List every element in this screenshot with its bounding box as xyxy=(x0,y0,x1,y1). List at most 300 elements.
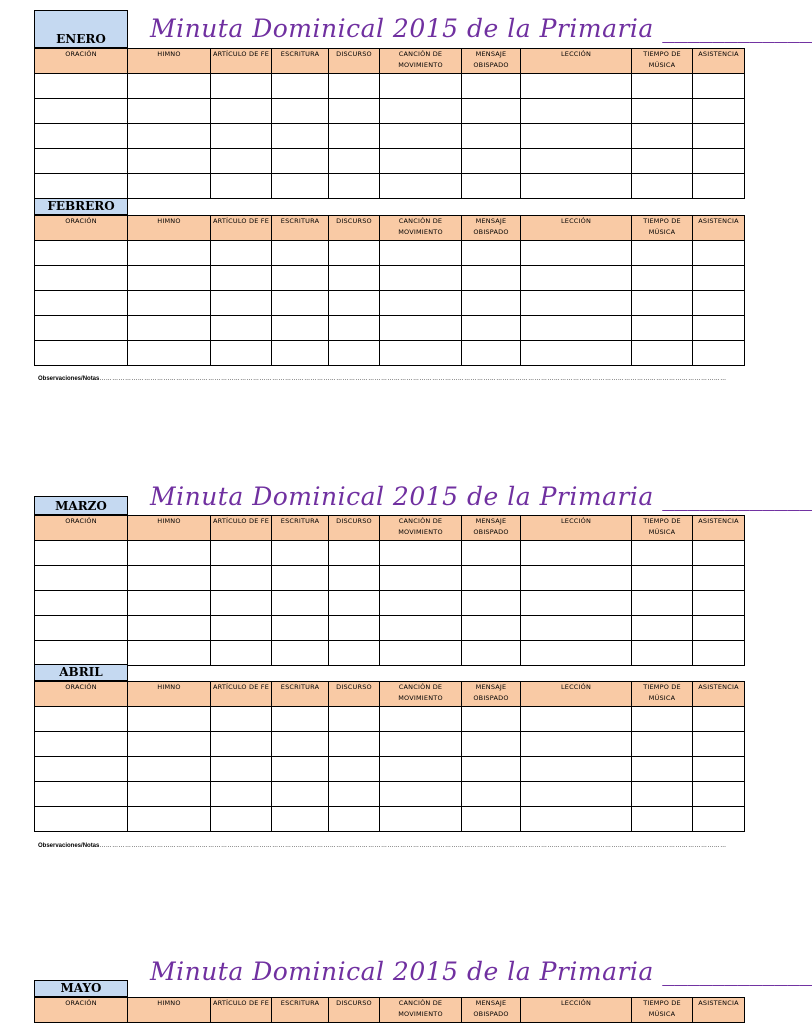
table-cell[interactable] xyxy=(521,541,632,566)
table-cell[interactable] xyxy=(272,757,329,782)
table-cell[interactable] xyxy=(329,641,380,666)
table-cell[interactable] xyxy=(211,99,272,124)
table-cell[interactable] xyxy=(211,591,272,616)
table-cell[interactable] xyxy=(521,174,632,199)
table-cell[interactable] xyxy=(211,291,272,316)
table-cell[interactable] xyxy=(632,74,693,99)
table-cell[interactable] xyxy=(380,241,462,266)
table-cell[interactable] xyxy=(462,124,521,149)
table-cell[interactable] xyxy=(329,807,380,832)
table-cell[interactable] xyxy=(211,707,272,732)
table-cell[interactable] xyxy=(462,74,521,99)
table-cell[interactable] xyxy=(693,616,745,641)
table-cell[interactable] xyxy=(632,757,693,782)
table-cell[interactable] xyxy=(462,707,521,732)
table-cell[interactable] xyxy=(272,174,329,199)
table-cell[interactable] xyxy=(211,341,272,366)
table-cell[interactable] xyxy=(462,266,521,291)
table-row xyxy=(35,732,745,757)
table-cell[interactable] xyxy=(128,241,211,266)
table-cell[interactable] xyxy=(272,266,329,291)
table-row xyxy=(35,99,745,124)
page-title-blank: ____________ xyxy=(662,14,812,43)
column-header: ESCRITURA xyxy=(272,516,329,541)
table-cell[interactable] xyxy=(128,341,211,366)
notes-label: Observaciones/Notas xyxy=(38,376,100,382)
table-cell[interactable] xyxy=(521,124,632,149)
table-cell[interactable] xyxy=(521,757,632,782)
table-cell[interactable] xyxy=(128,641,211,666)
table-cell[interactable] xyxy=(380,266,462,291)
table-cell[interactable] xyxy=(380,707,462,732)
table-cell[interactable] xyxy=(329,241,380,266)
table-cell[interactable] xyxy=(462,757,521,782)
table-cell[interactable] xyxy=(380,149,462,174)
table-row xyxy=(35,591,745,616)
table-cell[interactable] xyxy=(128,616,211,641)
table-cell[interactable] xyxy=(462,807,521,832)
table-cell[interactable] xyxy=(272,149,329,174)
table-cell[interactable] xyxy=(380,174,462,199)
table-cell[interactable] xyxy=(329,782,380,807)
column-header: ARTÍCULO DE FE xyxy=(211,998,272,1023)
table-cell[interactable] xyxy=(329,124,380,149)
table-cell[interactable] xyxy=(35,782,128,807)
notes-dots: …………………………………………………………………………………………………………………………………………………………………………………………………………………………………………………………………… xyxy=(99,376,727,382)
page-title-text: Minuta Dominical 2015 de la Primaria xyxy=(150,482,654,511)
column-header: TIEMPO DE MÚSICA xyxy=(632,998,693,1023)
table-cell[interactable] xyxy=(462,291,521,316)
column-header: ESCRITURA xyxy=(272,998,329,1023)
table-cell[interactable] xyxy=(211,616,272,641)
table-cell[interactable] xyxy=(272,732,329,757)
column-header: DISCURSO xyxy=(329,682,380,707)
table-cell[interactable] xyxy=(693,641,745,666)
table-cell[interactable] xyxy=(521,566,632,591)
table-row xyxy=(35,616,745,641)
column-header: DISCURSO xyxy=(329,216,380,241)
table-cell[interactable] xyxy=(380,74,462,99)
table-cell[interactable] xyxy=(693,241,745,266)
table-cell[interactable] xyxy=(35,757,128,782)
page-title-blank: ____________ xyxy=(662,482,812,511)
column-header: HIMNO xyxy=(128,998,211,1023)
table-cell[interactable] xyxy=(693,732,745,757)
table-cell[interactable] xyxy=(272,99,329,124)
column-header: ASISTENCIA xyxy=(693,516,745,541)
table-cell[interactable] xyxy=(35,124,128,149)
table-row xyxy=(35,149,745,174)
column-header: MENSAJE OBISPADO xyxy=(462,516,521,541)
table-cell[interactable] xyxy=(211,732,272,757)
table-cell[interactable] xyxy=(521,616,632,641)
table-cell[interactable] xyxy=(632,616,693,641)
table-cell[interactable] xyxy=(462,641,521,666)
table-cell[interactable] xyxy=(693,541,745,566)
column-header: DISCURSO xyxy=(329,998,380,1023)
table-cell[interactable] xyxy=(693,566,745,591)
table-cell[interactable] xyxy=(35,74,128,99)
table-row xyxy=(35,782,745,807)
table-cell[interactable] xyxy=(35,341,128,366)
table-cell[interactable] xyxy=(380,757,462,782)
table-cell[interactable] xyxy=(35,732,128,757)
table-row xyxy=(35,807,745,832)
table-cell[interactable] xyxy=(272,707,329,732)
notes-dots: …………………………………………………………………………………………………………………………………………………………………………………………………………………………………………………………………… xyxy=(99,843,727,849)
table-cell[interactable] xyxy=(521,732,632,757)
column-header: ARTÍCULO DE FE xyxy=(211,216,272,241)
table-cell[interactable] xyxy=(329,707,380,732)
table-cell[interactable] xyxy=(632,124,693,149)
table-cell[interactable] xyxy=(329,566,380,591)
column-header: MENSAJE OBISPADO xyxy=(462,216,521,241)
table-cell[interactable] xyxy=(272,341,329,366)
table-cell[interactable] xyxy=(272,74,329,99)
notes-label: Observaciones/Notas xyxy=(38,843,100,849)
table-cell[interactable] xyxy=(329,732,380,757)
table-cell[interactable] xyxy=(211,641,272,666)
minutes-table-marzo xyxy=(34,515,745,666)
column-header: ARTÍCULO DE FE xyxy=(211,516,272,541)
column-header: ORACIÓN xyxy=(35,49,128,74)
table-cell[interactable] xyxy=(693,74,745,99)
table-cell[interactable] xyxy=(521,591,632,616)
table-cell[interactable] xyxy=(329,541,380,566)
table-cell[interactable] xyxy=(272,782,329,807)
table-cell[interactable] xyxy=(632,707,693,732)
table-cell[interactable] xyxy=(329,316,380,341)
table-row xyxy=(35,341,745,366)
column-header: CANCIÓN DE MOVIMIENTO xyxy=(380,516,462,541)
column-header: ORACIÓN xyxy=(35,216,128,241)
table-cell[interactable] xyxy=(272,241,329,266)
table-cell[interactable] xyxy=(329,99,380,124)
table-cell[interactable] xyxy=(211,124,272,149)
table-cell[interactable] xyxy=(211,757,272,782)
table-cell[interactable] xyxy=(35,99,128,124)
table-cell[interactable] xyxy=(35,266,128,291)
table-cell[interactable] xyxy=(329,591,380,616)
table-header-row xyxy=(35,682,745,707)
table-cell[interactable] xyxy=(380,341,462,366)
table-cell[interactable] xyxy=(462,616,521,641)
table-row xyxy=(35,266,745,291)
table-header-row xyxy=(35,516,745,541)
table-cell[interactable] xyxy=(462,566,521,591)
table-cell[interactable] xyxy=(632,266,693,291)
table-cell[interactable] xyxy=(329,174,380,199)
table-cell[interactable] xyxy=(272,591,329,616)
table-cell[interactable] xyxy=(329,74,380,99)
table-row xyxy=(35,74,745,99)
table-cell[interactable] xyxy=(35,541,128,566)
column-header: LECCIÓN xyxy=(521,998,632,1023)
table-cell[interactable] xyxy=(272,541,329,566)
table-cell[interactable] xyxy=(693,149,745,174)
column-header: LECCIÓN xyxy=(521,682,632,707)
column-header: HIMNO xyxy=(128,216,211,241)
table-row xyxy=(35,124,745,149)
table-cell[interactable] xyxy=(693,266,745,291)
table-cell[interactable] xyxy=(462,732,521,757)
table-header-row xyxy=(35,49,745,74)
table-cell[interactable] xyxy=(128,732,211,757)
table-cell[interactable] xyxy=(632,732,693,757)
month-label-mayo: MAYO xyxy=(34,980,128,997)
table-row xyxy=(35,241,745,266)
table-cell[interactable] xyxy=(521,707,632,732)
column-header: CANCIÓN DE MOVIMIENTO xyxy=(380,216,462,241)
table-cell[interactable] xyxy=(128,149,211,174)
table-cell[interactable] xyxy=(35,566,128,591)
table-cell[interactable] xyxy=(128,74,211,99)
table-cell[interactable] xyxy=(521,266,632,291)
column-header: ARTÍCULO DE FE xyxy=(211,49,272,74)
table-row xyxy=(35,707,745,732)
table-cell[interactable] xyxy=(211,74,272,99)
table-cell[interactable] xyxy=(35,291,128,316)
table-cell[interactable] xyxy=(521,341,632,366)
table-cell[interactable] xyxy=(272,807,329,832)
table-cell[interactable] xyxy=(211,316,272,341)
table-cell[interactable] xyxy=(211,782,272,807)
table-cell[interactable] xyxy=(211,174,272,199)
table-row xyxy=(35,641,745,666)
table-cell[interactable] xyxy=(693,341,745,366)
column-header: LECCIÓN xyxy=(521,49,632,74)
column-header: ARTÍCULO DE FE xyxy=(211,682,272,707)
table-cell[interactable] xyxy=(35,316,128,341)
column-header: ORACIÓN xyxy=(35,998,128,1023)
column-header: ESCRITURA xyxy=(272,216,329,241)
table-cell[interactable] xyxy=(211,566,272,591)
table-cell[interactable] xyxy=(211,266,272,291)
table-cell[interactable] xyxy=(128,266,211,291)
table-cell[interactable] xyxy=(128,566,211,591)
table-cell[interactable] xyxy=(632,641,693,666)
table-cell[interactable] xyxy=(693,591,745,616)
page-title xyxy=(150,482,812,516)
column-header: CANCIÓN DE MOVIMIENTO xyxy=(380,682,462,707)
table-cell[interactable] xyxy=(211,807,272,832)
table-cell[interactable] xyxy=(632,99,693,124)
column-header: ORACIÓN xyxy=(35,516,128,541)
table-cell[interactable] xyxy=(380,541,462,566)
table-cell[interactable] xyxy=(693,99,745,124)
table-row xyxy=(35,291,745,316)
table-cell[interactable] xyxy=(632,541,693,566)
table-cell[interactable] xyxy=(35,707,128,732)
table-cell[interactable] xyxy=(521,807,632,832)
table-cell[interactable] xyxy=(380,641,462,666)
table-cell[interactable] xyxy=(35,616,128,641)
month-label-abril: ABRIL xyxy=(34,664,128,681)
table-cell[interactable] xyxy=(521,241,632,266)
table-cell[interactable] xyxy=(380,124,462,149)
table-cell[interactable] xyxy=(329,341,380,366)
column-header: HIMNO xyxy=(128,516,211,541)
table-cell[interactable] xyxy=(35,149,128,174)
table-header-row xyxy=(35,998,745,1023)
table-cell[interactable] xyxy=(272,291,329,316)
column-header: ASISTENCIA xyxy=(693,998,745,1023)
table-cell[interactable] xyxy=(632,341,693,366)
table-cell[interactable] xyxy=(521,291,632,316)
table-cell[interactable] xyxy=(462,782,521,807)
column-header: HIMNO xyxy=(128,49,211,74)
table-cell[interactable] xyxy=(128,174,211,199)
table-cell[interactable] xyxy=(272,316,329,341)
minutes-table-mayo xyxy=(34,997,745,1023)
table-cell[interactable] xyxy=(329,616,380,641)
column-header: ASISTENCIA xyxy=(693,49,745,74)
table-cell[interactable] xyxy=(632,241,693,266)
table-cell[interactable] xyxy=(35,591,128,616)
table-cell[interactable] xyxy=(128,99,211,124)
table-cell[interactable] xyxy=(128,541,211,566)
table-cell[interactable] xyxy=(35,807,128,832)
table-cell[interactable] xyxy=(380,316,462,341)
column-header: MENSAJE OBISPADO xyxy=(462,998,521,1023)
column-header: LECCIÓN xyxy=(521,216,632,241)
table-cell[interactable] xyxy=(693,124,745,149)
table-cell[interactable] xyxy=(380,732,462,757)
table-cell[interactable] xyxy=(521,641,632,666)
table-cell[interactable] xyxy=(272,124,329,149)
page-title-blank: ____________ xyxy=(662,957,812,986)
table-cell[interactable] xyxy=(632,316,693,341)
table-row xyxy=(35,566,745,591)
page-title xyxy=(150,957,812,991)
column-header: TIEMPO DE MÚSICA xyxy=(632,49,693,74)
table-cell[interactable] xyxy=(693,316,745,341)
table-cell[interactable] xyxy=(380,591,462,616)
table-cell[interactable] xyxy=(632,566,693,591)
column-header: LECCIÓN xyxy=(521,516,632,541)
table-cell[interactable] xyxy=(462,149,521,174)
column-header: MENSAJE OBISPADO xyxy=(462,49,521,74)
table-cell[interactable] xyxy=(128,707,211,732)
page-title-text: Minuta Dominical 2015 de la Primaria xyxy=(150,14,654,43)
table-cell[interactable] xyxy=(632,291,693,316)
column-header: ESCRITURA xyxy=(272,682,329,707)
column-header: ORACIÓN xyxy=(35,682,128,707)
table-cell[interactable] xyxy=(128,124,211,149)
notes-line xyxy=(38,376,738,382)
table-cell[interactable] xyxy=(128,807,211,832)
table-cell[interactable] xyxy=(35,241,128,266)
table-row xyxy=(35,316,745,341)
table-cell[interactable] xyxy=(462,241,521,266)
table-cell[interactable] xyxy=(521,74,632,99)
table-cell[interactable] xyxy=(380,291,462,316)
table-cell[interactable] xyxy=(380,616,462,641)
table-cell[interactable] xyxy=(693,782,745,807)
table-cell[interactable] xyxy=(462,99,521,124)
month-label-enero: ENERO xyxy=(34,10,128,48)
column-header: ASISTENCIA xyxy=(693,682,745,707)
table-cell[interactable] xyxy=(521,782,632,807)
table-cell[interactable] xyxy=(128,591,211,616)
table-header-row xyxy=(35,216,745,241)
table-cell[interactable] xyxy=(211,241,272,266)
minutes-table-abril xyxy=(34,681,745,832)
table-cell[interactable] xyxy=(35,174,128,199)
table-cell[interactable] xyxy=(329,757,380,782)
table-cell[interactable] xyxy=(272,641,329,666)
table-row xyxy=(35,541,745,566)
table-cell[interactable] xyxy=(462,591,521,616)
minutes-table-enero xyxy=(34,48,745,199)
table-cell[interactable] xyxy=(693,174,745,199)
table-cell[interactable] xyxy=(128,782,211,807)
table-cell[interactable] xyxy=(693,757,745,782)
month-label-febrero: FEBRERO xyxy=(34,198,128,215)
column-header: ESCRITURA xyxy=(272,49,329,74)
table-row xyxy=(35,174,745,199)
column-header: CANCIÓN DE MOVIMIENTO xyxy=(380,49,462,74)
table-cell[interactable] xyxy=(211,541,272,566)
column-header: TIEMPO DE MÚSICA xyxy=(632,682,693,707)
column-header: CANCIÓN DE MOVIMIENTO xyxy=(380,998,462,1023)
table-cell[interactable] xyxy=(462,341,521,366)
table-cell[interactable] xyxy=(128,316,211,341)
page-title-text: Minuta Dominical 2015 de la Primaria xyxy=(150,957,654,986)
table-cell[interactable] xyxy=(521,149,632,174)
table-cell[interactable] xyxy=(380,99,462,124)
table-cell[interactable] xyxy=(632,591,693,616)
table-cell[interactable] xyxy=(462,316,521,341)
table-cell[interactable] xyxy=(632,149,693,174)
table-cell[interactable] xyxy=(128,757,211,782)
minutes-table-febrero xyxy=(34,215,745,366)
table-row xyxy=(35,757,745,782)
table-cell[interactable] xyxy=(632,174,693,199)
column-header: TIEMPO DE MÚSICA xyxy=(632,216,693,241)
table-cell[interactable] xyxy=(693,291,745,316)
table-cell[interactable] xyxy=(632,807,693,832)
table-cell[interactable] xyxy=(521,99,632,124)
table-cell[interactable] xyxy=(35,641,128,666)
table-cell[interactable] xyxy=(380,807,462,832)
notes-line xyxy=(38,843,738,849)
column-header: ASISTENCIA xyxy=(693,216,745,241)
table-cell[interactable] xyxy=(632,782,693,807)
table-cell[interactable] xyxy=(693,707,745,732)
table-cell[interactable] xyxy=(462,174,521,199)
table-cell[interactable] xyxy=(521,316,632,341)
page-title xyxy=(150,14,812,48)
table-cell[interactable] xyxy=(272,616,329,641)
table-cell[interactable] xyxy=(693,807,745,832)
table-cell[interactable] xyxy=(380,782,462,807)
table-cell[interactable] xyxy=(128,291,211,316)
table-cell[interactable] xyxy=(329,266,380,291)
table-cell[interactable] xyxy=(380,566,462,591)
column-header: TIEMPO DE MÚSICA xyxy=(632,516,693,541)
table-cell[interactable] xyxy=(211,149,272,174)
column-header: MENSAJE OBISPADO xyxy=(462,682,521,707)
table-cell[interactable] xyxy=(462,541,521,566)
column-header: DISCURSO xyxy=(329,49,380,74)
table-cell[interactable] xyxy=(329,291,380,316)
table-cell[interactable] xyxy=(272,566,329,591)
month-label-marzo: MARZO xyxy=(34,496,128,515)
column-header: HIMNO xyxy=(128,682,211,707)
column-header: DISCURSO xyxy=(329,516,380,541)
table-cell[interactable] xyxy=(329,149,380,174)
